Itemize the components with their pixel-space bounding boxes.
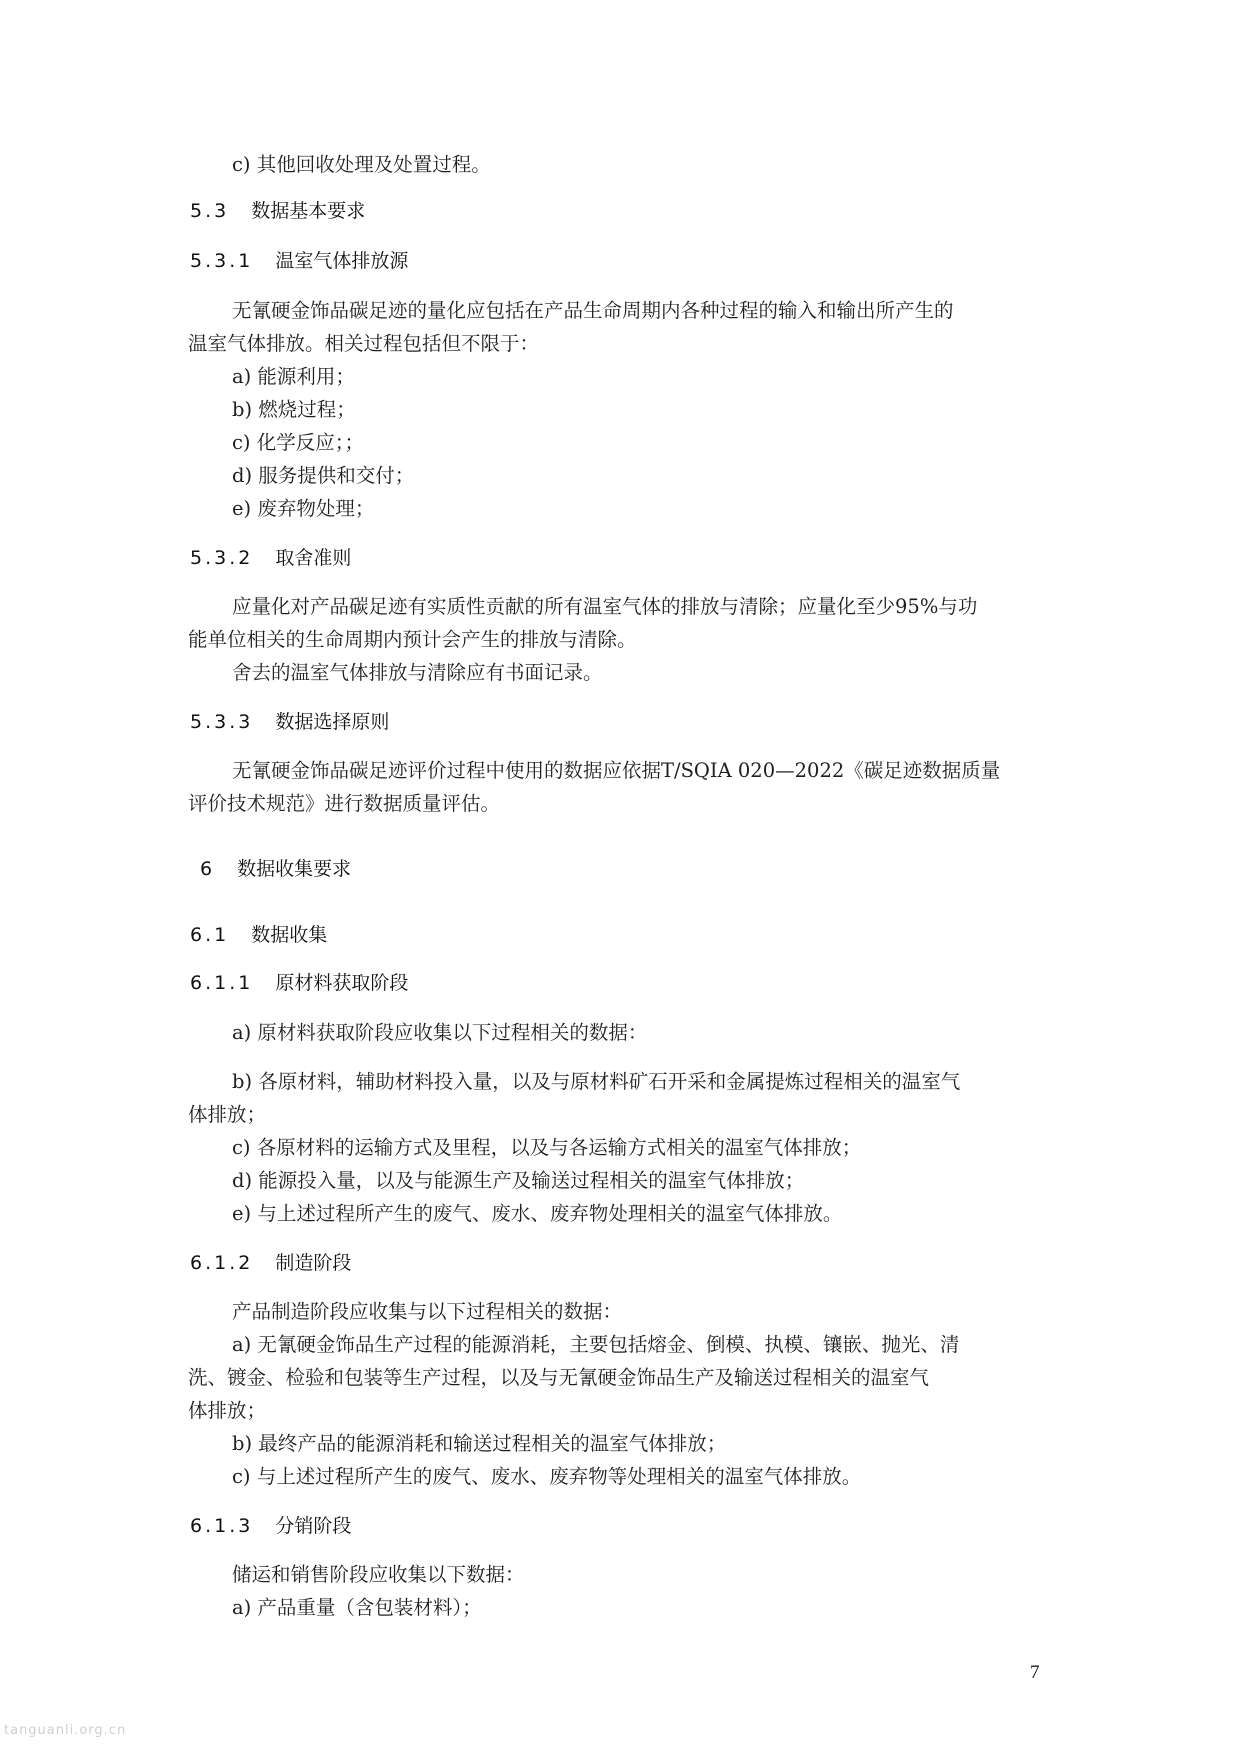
section-title: 数据收集 xyxy=(251,924,328,946)
paragraph-line: 能单位相关的生命周期内预计会产生的排放与清除。 xyxy=(188,628,637,651)
list-item: e) 废弃物处理； xyxy=(232,497,375,520)
list-item: c) 与上述过程所产生的废气、废水、废弃物等处理相关的温室气体排放。 xyxy=(232,1465,862,1488)
list-item-continuation: 体排放； xyxy=(188,1103,267,1126)
subsection-heading xyxy=(190,709,389,735)
paragraph-line: 舍去的温室气体排放与清除应有书面记录。 xyxy=(232,661,603,684)
list-item: b) 最终产品的能源消耗和输送过程相关的温室气体排放； xyxy=(232,1432,727,1455)
watermark: tanguanli.org.cn xyxy=(4,1723,127,1738)
subsection-heading xyxy=(190,248,408,274)
paragraph-line: 温室气体排放。相关过程包括但不限于： xyxy=(188,332,540,355)
section-title: 取舍准则 xyxy=(275,547,352,569)
section-number: 6 xyxy=(200,858,216,880)
list-item: c) 化学反应；； xyxy=(232,431,364,454)
section-title: 分销阶段 xyxy=(275,1515,352,1537)
section-number: 5.3.2 xyxy=(190,547,254,569)
paragraph-line: 应量化对产品碳足迹有实质性贡献的所有温室气体的排放与清除；应量化至少95%与功 xyxy=(232,595,978,618)
section-title: 制造阶段 xyxy=(275,1252,352,1274)
paragraph-line: 无氰硬金饰品碳足迹的量化应包括在产品生命周期内各种过程的输入和输出所产生的 xyxy=(232,299,954,322)
subsection-heading xyxy=(190,970,408,996)
paragraph-line: 产品制造阶段应收集与以下过程相关的数据： xyxy=(232,1300,623,1323)
list-item: a) 无氰硬金饰品生产过程的能源消耗，主要包括熔金、倒模、执模、镶嵌、抛光、清 xyxy=(232,1333,960,1356)
list-item-continuation: 洗、镀金、检验和包装等生产过程，以及与无氰硬金饰品生产及输送过程相关的温室气 xyxy=(188,1366,930,1389)
paragraph-line: 评价技术规范》进行数据质量评估。 xyxy=(188,792,501,815)
section-number: 5.3.1 xyxy=(190,250,254,272)
list-item: b) 燃烧过程； xyxy=(232,398,356,421)
list-item: d) 能源投入量，以及与能源生产及输送过程相关的温室气体排放； xyxy=(232,1169,805,1192)
subsection-heading xyxy=(190,545,351,571)
section-heading xyxy=(190,198,365,224)
subsection-heading xyxy=(190,1513,351,1539)
list-item: c) 其他回收处理及处置过程。 xyxy=(232,153,491,176)
page-number: 7 xyxy=(1030,1662,1040,1683)
section-title: 数据选择原则 xyxy=(275,711,390,733)
section-number: 6.1 xyxy=(190,924,230,946)
list-item-continuation: 体排放； xyxy=(188,1399,267,1422)
list-item: a) 原材料获取阶段应收集以下过程相关的数据： xyxy=(232,1021,648,1044)
paragraph-line: 无氰硬金饰品碳足迹评价过程中使用的数据应依据T/SQIA 020—2022《碳足迹数据质量 xyxy=(232,759,1001,782)
section-number: 6.1.2 xyxy=(190,1252,254,1274)
section-number: 6.1.1 xyxy=(190,972,254,994)
section-title: 原材料获取阶段 xyxy=(275,972,409,994)
list-item: b) 各原材料，辅助材料投入量，以及与原材料矿石开采和金属提炼过程相关的温室气 xyxy=(232,1070,961,1093)
section-number: 5.3.3 xyxy=(190,711,254,733)
chapter-heading xyxy=(200,856,351,882)
list-item: d) 服务提供和交付； xyxy=(232,464,415,487)
list-item: e) 与上述过程所产生的废气、废水、废弃物处理相关的温室气体排放。 xyxy=(232,1202,843,1225)
section-heading xyxy=(190,922,327,948)
list-item: c) 各原材料的运输方式及里程，以及与各运输方式相关的温室气体排放； xyxy=(232,1136,862,1159)
section-title: 温室气体排放源 xyxy=(275,250,409,272)
section-title: 数据收集要求 xyxy=(237,858,352,880)
list-item: a) 能源利用； xyxy=(232,365,355,388)
section-number: 6.1.3 xyxy=(190,1515,254,1537)
subsection-heading xyxy=(190,1250,351,1276)
section-number: 5.3 xyxy=(190,200,230,222)
section-title: 数据基本要求 xyxy=(251,200,366,222)
paragraph-line: 储运和销售阶段应收集以下数据： xyxy=(232,1563,525,1586)
list-item: a) 产品重量（含包装材料）； xyxy=(232,1596,482,1619)
